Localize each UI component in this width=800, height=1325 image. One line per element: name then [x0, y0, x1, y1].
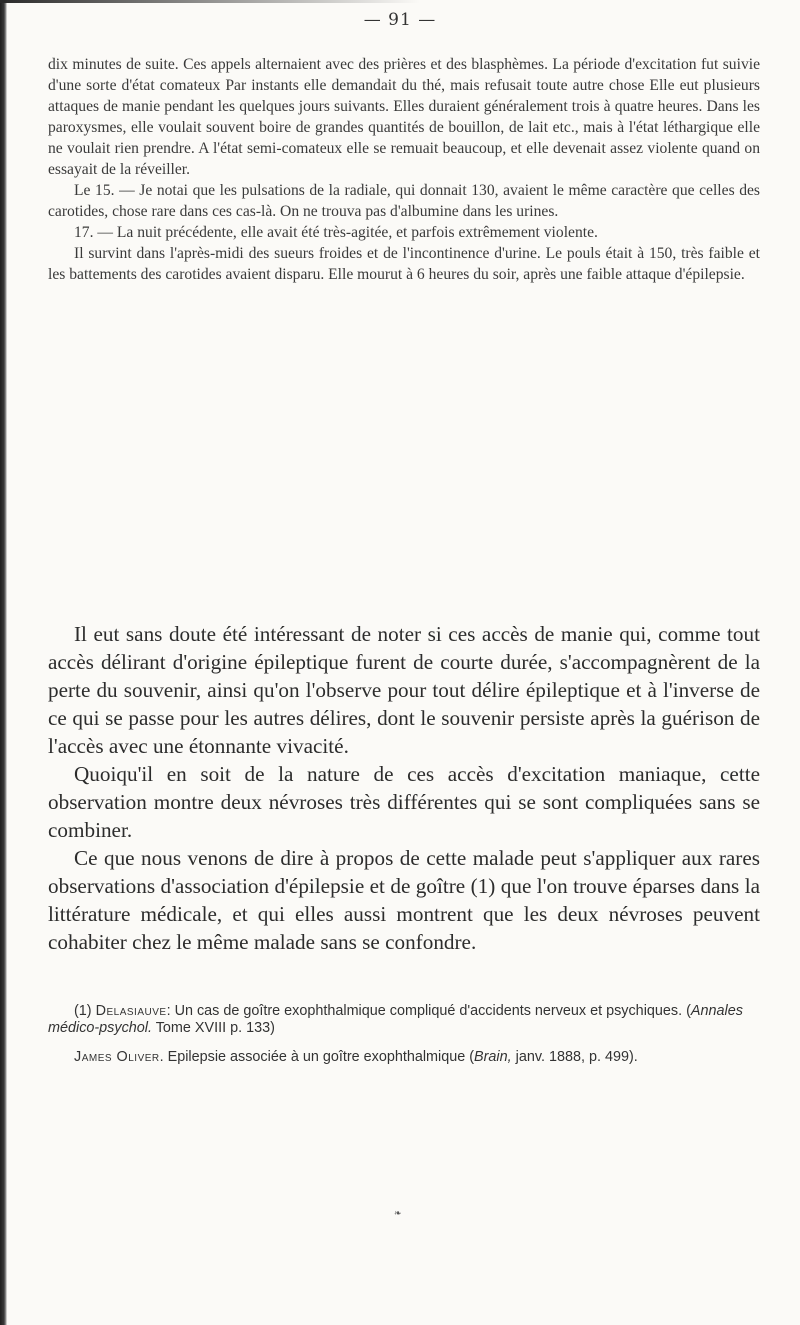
case-paragraph-4: Il survint dans l'après-midi des sueurs froides et de l'incontinence d'urine. Le pouls était à 150, très faible et les battements des carotides avaient disparu. Elle mourut à 6 heures du soir, après une faible attaque d'épilepsie. [48, 245, 760, 283]
footnote-1-journal: Annales médico-psychol. [48, 1003, 743, 1036]
case-paragraph-2: Le 15. — Je notai que les pulsations de la radiale, qui donnait 130, avaient le même caractère que celles des carotides, chose rare dans ces cas-là. On ne trouva pas d'albumine dans les urines. [48, 182, 760, 220]
footnote-2-author: James Oliver [74, 1049, 160, 1065]
commentary-paragraph-1: Il eut sans doute été intéressant de noter si ces accès de manie qui, comme tout accès délirant d'origine épileptique furent de courte durée, s'accompagnèrent de la perte du souvenir, ainsi qu'on l'observe pour tout délire épileptique et à l'inverse de ce qui se passe pour les autres délires, dont le souvenir persiste après la guérison de l'accès avec une étonnante vivacité. [48, 622, 760, 758]
commentary-paragraph-2: Quoiqu'il en soit de la nature de ces accès d'excitation maniaque, cette observation montre deux névroses très différentes qui se sont compliquées sans se combiner. [48, 762, 760, 842]
page-number: — 91 — [363, 10, 437, 30]
commentary-section [48, 620, 760, 956]
footnote-2-ref: janv. 1888, p. 499). [511, 1049, 638, 1065]
page-top-shadow [0, 0, 420, 3]
footnotes-section [48, 1003, 760, 1078]
footnote-2 [48, 1049, 760, 1066]
footnote-2-journal: Brain, [474, 1049, 512, 1065]
page-binding-edge [0, 0, 7, 1325]
printer-ornament: ❧ [394, 1209, 402, 1219]
footnote-2-text: . Epilepsie associée à un goître exophthalmique ( [159, 1049, 475, 1065]
footnote-1-text: : Un cas de goître exophthalmique compliqué d'accidents nerveux et psychiques. ( [166, 1003, 691, 1019]
footnote-1-author: Delasiauve [95, 1003, 167, 1019]
case-paragraph-3: 17. — La nuit précédente, elle avait été très-agitée, et parfois extrêmement violente. [74, 224, 598, 241]
footnote-1-ref: Tome XVIII p. 133) [151, 1020, 275, 1036]
footnote-1 [48, 1003, 760, 1037]
case-paragraph-1: dix minutes de suite. Ces appels alternaient avec des prières et des blasphèmes. La période d'excitation fut suivie d'une sorte d'état comateux Par instants elle demandait du thé, mais refusait toute autre chose Elle eut plusieurs attaques de manie pendant les quelques jours suivants. Elles duraient généralement trois à quatre heures. Dans les paroxysmes, elle voulait souvent boire de grandes quantités de bouillon, de lait etc., mais à l'état léthargique elle ne voulait rien prendre. A l'état semi-comateux elle se remuait beaucoup, et elle devenait assez violente quand on essayait de la réveiller. [48, 56, 760, 178]
commentary-paragraph-3: Ce que nous venons de dire à propos de cette malade peut s'appliquer aux rares observations d'association d'épilepsie et de goître (1) que l'on trouve éparses dans la littérature médicale, et qui elles aussi montrent que les deux névroses peuvent cohabiter chez le même malade sans se confondre. [48, 846, 760, 954]
case-notes-section [48, 54, 760, 285]
footnote-1-marker: (1) [74, 1003, 92, 1019]
